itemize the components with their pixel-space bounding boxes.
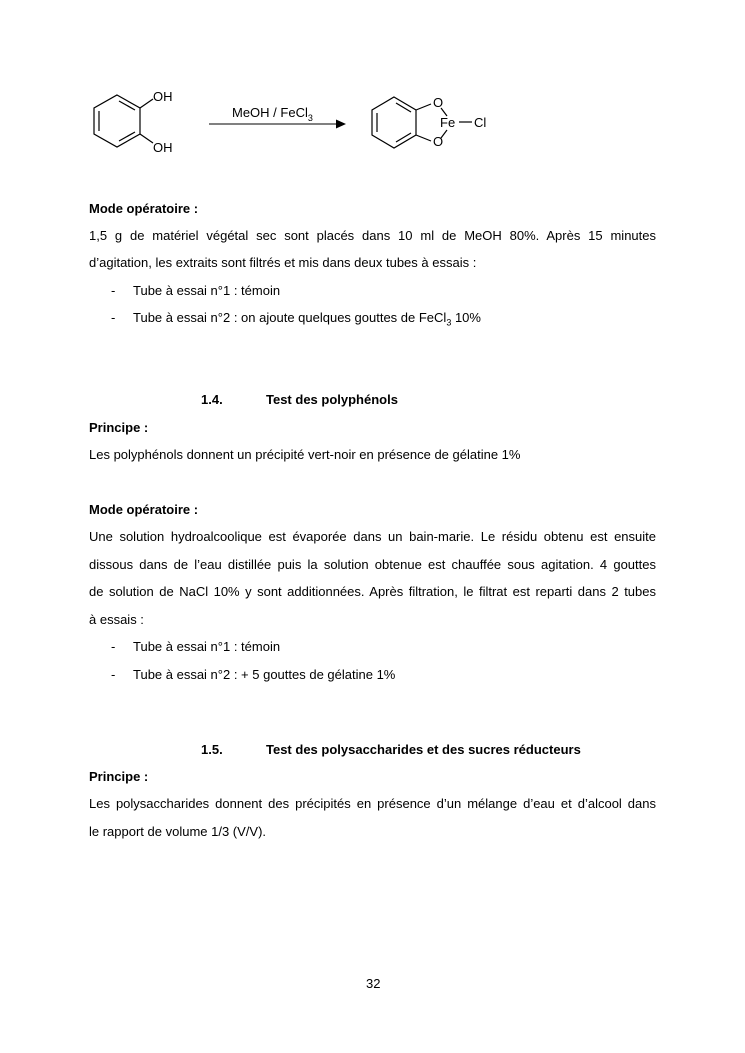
polyphenols-paragraph-line: dissous dans de l’eau distillée puis la solution obtenue est chauffée sous agitation. 4 gouttes bbox=[89, 557, 656, 572]
fecl3-list-item-2-tail: 10% bbox=[451, 310, 481, 325]
catechol-ring bbox=[94, 95, 153, 147]
polyphenols-list-item-1: Tube à essai n°1 : témoin bbox=[133, 639, 281, 654]
product-o-top: O bbox=[433, 95, 444, 110]
section-number-1-4: 1.4. bbox=[201, 392, 223, 407]
product-cl: Cl bbox=[474, 115, 487, 130]
product-fe: Fe bbox=[440, 115, 456, 130]
section-title-polyphenols: Test des polyphénols bbox=[266, 392, 398, 407]
section-title-polysaccharides: Test des polysaccharides et des sucres réducteurs bbox=[266, 742, 581, 757]
reagent-main: MeOH / FeCl bbox=[232, 105, 308, 120]
polyphenols-paragraph-line: de solution de NaCl 10% y sont additionnées. Après filtration, le filtrat est reparti dans 2 tubes bbox=[89, 584, 656, 599]
product-o-bottom: O bbox=[433, 134, 444, 149]
polysaccharides-paragraph-line: le rapport de volume 1/3 (V/V). bbox=[89, 824, 267, 839]
principe-heading-2: Principe : bbox=[89, 769, 149, 784]
list-dash: - bbox=[111, 639, 116, 654]
section-number-1-5: 1.5. bbox=[201, 742, 223, 757]
list-dash: - bbox=[111, 310, 116, 325]
fecl3-list-item-2 bbox=[133, 310, 481, 326]
fecl3-paragraph-line-2: d’agitation, les extraits sont filtrés et mis dans deux tubes à essais : bbox=[89, 255, 477, 270]
fecl3-list-item-1: Tube à essai n°1 : témoin bbox=[133, 283, 281, 298]
page-number: 32 bbox=[366, 976, 381, 991]
fecl3-paragraph-line-1: 1,5 g de matériel végétal sec sont placés dans 10 ml de MeOH 80%. Après 15 minutes bbox=[89, 228, 656, 243]
product-ring bbox=[372, 97, 472, 148]
polyphenols-list-item-2: Tube à essai n°2 : + 5 gouttes de gélatine 1% bbox=[133, 667, 396, 682]
mode-operatoire-heading-2: Mode opératoire : bbox=[89, 502, 199, 517]
reagent-label bbox=[232, 105, 313, 123]
polyphenols-paragraph-line: à essais : bbox=[89, 612, 144, 627]
list-dash: - bbox=[111, 667, 116, 682]
reagent-subscript: 3 bbox=[307, 113, 313, 123]
reactant-oh-bottom: OH bbox=[153, 140, 173, 155]
principe-heading-1: Principe : bbox=[89, 420, 149, 435]
reaction-arrow bbox=[209, 120, 346, 129]
reaction-scheme bbox=[0, 0, 745, 170]
fecl3-subscript: 3 bbox=[446, 317, 452, 328]
list-dash: - bbox=[111, 283, 116, 298]
mode-operatoire-heading-1: Mode opératoire : bbox=[89, 201, 199, 216]
polyphenols-paragraph-line: Une solution hydroalcoolique est évaporée dans un bain-marie. Le résidu obtenu est ensuite bbox=[89, 529, 656, 544]
fecl3-list-item-2-main: Tube à essai n°2 : on ajoute quelques gouttes de FeCl bbox=[133, 310, 447, 325]
polyphenols-principe-text: Les polyphénols donnent un précipité vert-noir en présence de gélatine 1% bbox=[89, 447, 521, 462]
reactant-oh-top: OH bbox=[153, 89, 173, 104]
polysaccharides-paragraph-line: Les polysaccharides donnent des précipités en présence d’un mélange d’eau et d’alcool dans bbox=[89, 796, 656, 811]
